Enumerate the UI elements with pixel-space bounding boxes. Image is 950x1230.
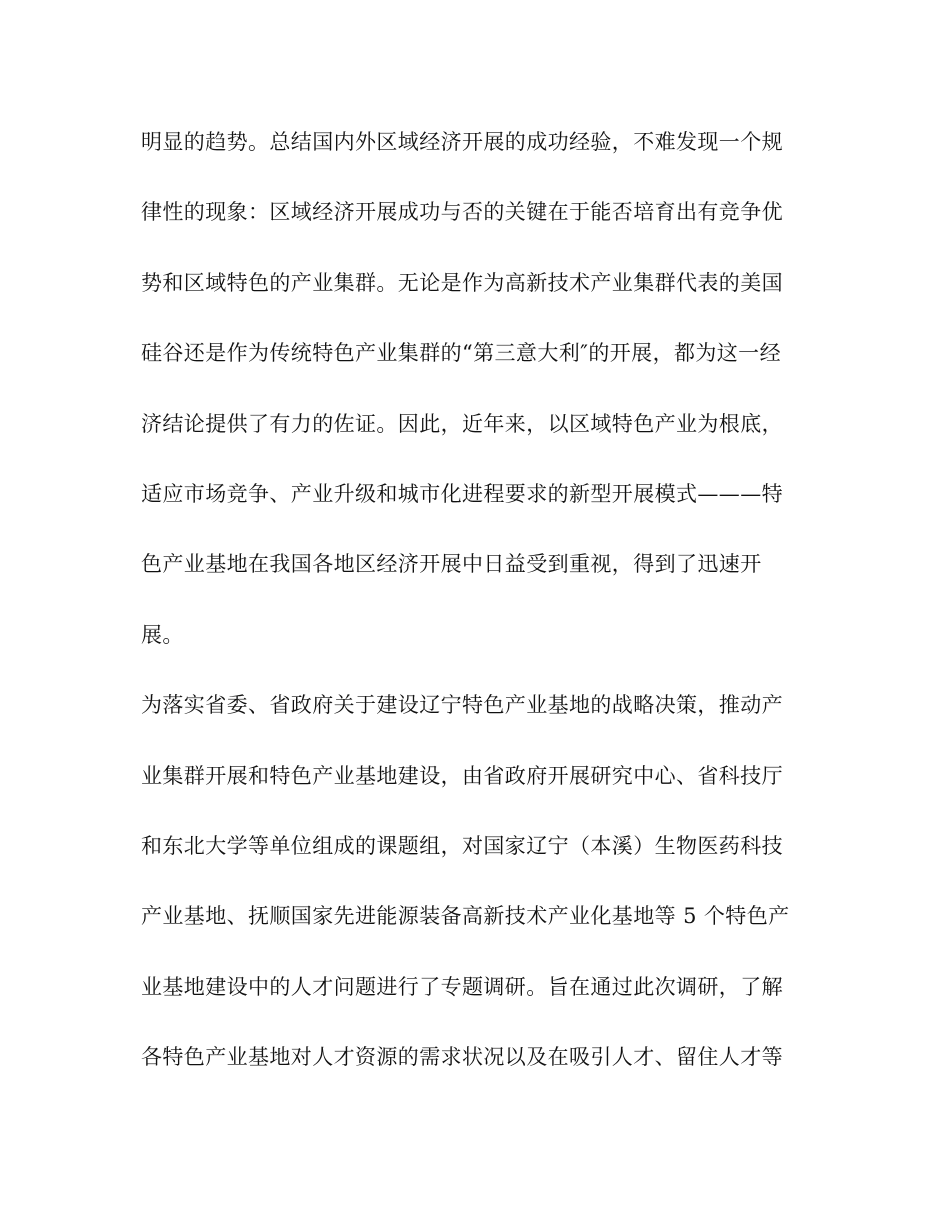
text-line: 济结论提供了有力的佐证。因此，近年来，以区域特色产业为根底， (141, 411, 783, 436)
text-line: 各特色产业基地对人才资源的需求状况以及在吸引人才、留住人才等 (141, 1045, 783, 1070)
text-line: 业基地建设中的人才问题进行了专题调研。旨在通过此次调研，了解 (141, 974, 783, 999)
text-line: 适应市场竞争、产业升级和城市化进程要求的新型开展模式———特 (141, 481, 783, 506)
document-body (141, 121, 841, 1106)
text-line: 和东北大学等单位组成的课题组，对国家辽宁（本溪）生物医药科技 (141, 833, 783, 858)
text-line: 色产业基地在我国各地区经济开展中日益受到重视，得到了迅速开 (141, 552, 762, 577)
text-line: 势和区域特色的产业集群。无论是作为高新技术产业集群代表的美国 (141, 270, 783, 295)
text-line: 硅谷还是作为传统特色产业集群的“第三意大利″的开展，都为这一经 (141, 341, 781, 366)
text-line: 业集群开展和特色产业基地建设，由省政府开展研究中心、省科技厅 (141, 763, 783, 788)
text-line: 为落实省委、省政府关于建设辽宁特色产业基地的战略决策，推动产 (141, 693, 783, 718)
text-line: 律性的现象：区域经济开展成功与否的关键在于能否培育出有竞争优 (141, 200, 783, 225)
text-line: 明显的趋势。总结国内外区域经济开展的成功经验，不难发现一个规 (141, 130, 783, 154)
text-line: 展。 (141, 622, 184, 647)
text-line: 产业基地、抚顺国家先进能源装备高新技术产业化基地等 5 个特色产 (141, 904, 790, 929)
